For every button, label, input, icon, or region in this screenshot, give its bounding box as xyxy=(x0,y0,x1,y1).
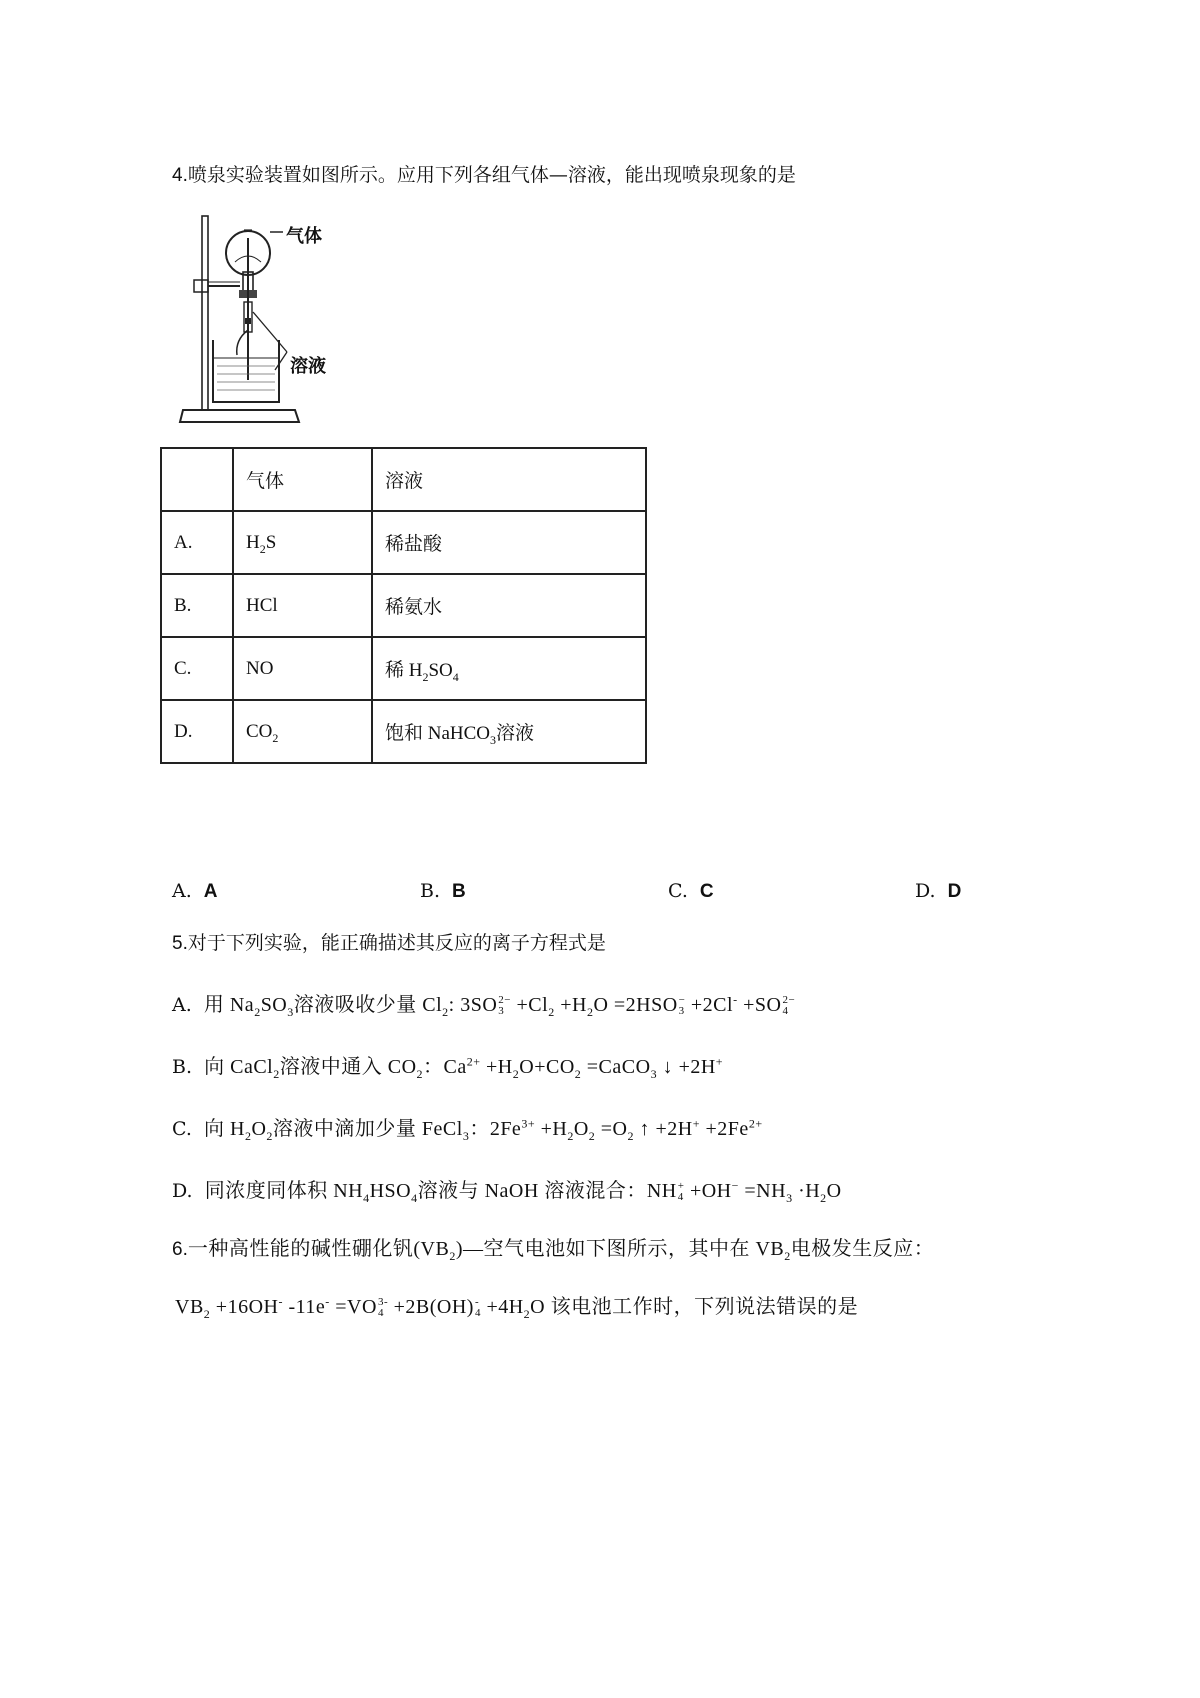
option-a[interactable]: A. A xyxy=(172,880,218,902)
figure-label-solution: 溶液 xyxy=(290,356,326,377)
row-letter: B. xyxy=(161,574,233,637)
question-text: 一种高性能的碱性硼化钒$(VB_2)—$空气电池如下图所示，其中在 $VB_2$电极发生反应： xyxy=(187,1238,935,1263)
question-number: 6. xyxy=(172,1239,188,1260)
table-row xyxy=(161,511,646,574)
row-solution: 稀 $H_2SO_4$ xyxy=(372,637,646,700)
row-gas: NO xyxy=(233,637,372,700)
option-b[interactable]: B. B xyxy=(420,880,466,902)
q5-option-d[interactable]: D. 同浓度同体积 $NH_4HSO_4$溶液与 NaOH 溶液混合：NH + 4 $+OH^- =NH_3 \cdot H_2O$ xyxy=(172,1178,842,1205)
row-gas: $H_2S$ xyxy=(233,511,372,574)
q5-option-b[interactable]: B. 向 CaCl$_2$溶液中通入 $CO_2$：$Ca^{2+} +H_2O+CO_2$ =CaCO$_3$ ↓ +2H+ xyxy=(172,1054,724,1081)
row-gas: HCl xyxy=(233,574,372,637)
row-letter: C. xyxy=(161,637,233,700)
question-number: 5. xyxy=(172,933,188,954)
row-letter: A. xyxy=(161,511,233,574)
question-5-stem xyxy=(172,928,606,955)
question-4-stem xyxy=(172,160,796,187)
question-number: 4. xyxy=(172,165,188,186)
question-6-stem xyxy=(172,1232,934,1261)
table-header-row xyxy=(161,448,646,511)
table-row xyxy=(161,700,646,763)
option-c[interactable]: C. C xyxy=(668,880,714,902)
row-solution: 稀盐酸 xyxy=(372,511,646,574)
table-header-gas: 气体 xyxy=(233,448,372,511)
table-row xyxy=(161,637,646,700)
row-solution: 饱和 NaHCO$_3$溶液 xyxy=(372,700,646,763)
table-header-solution: 溶液 xyxy=(372,448,646,511)
q5-option-c[interactable]: C. 向 $H_2O_2$溶液中滴加少量 FeCl$_3$：$2Fe^{3+} +H_2O_2 =O_2$ ↑ $+2H^+ +2Fe^{2+}$ xyxy=(172,1116,763,1143)
question-text: 喷泉实验装置如图所示。应用下列各组气体—溶液，能出现喷泉现象的是 xyxy=(187,164,796,186)
gas-solution-table xyxy=(160,447,647,764)
q5-option-a[interactable]: A. 用 $Na_2SO_3$溶液吸收少量 $Cl_2$: 3SO 2− 3 $+Cl_2 +H_2O =2HSO$ − 3 +2Cl- +SO 2− 4 xyxy=(172,992,796,1019)
question-text: 对于下列实验，能正确描述其反应的离子方程式是 xyxy=(187,932,606,954)
row-solution: 稀氨水 xyxy=(372,574,646,637)
option-d[interactable]: D. D xyxy=(915,880,962,902)
figure-label-gas: 气体 xyxy=(286,226,322,247)
table-cell xyxy=(161,448,233,511)
question-6-equation: $VB_2 +16OH^-$ -11e- =VO 3- 4 +2B(OH) - 4 $+4H_2O$ 该电池工作时，下列说法错误的是 xyxy=(175,1294,859,1321)
row-gas: $CO_2$ xyxy=(233,700,372,763)
table-row xyxy=(161,574,646,637)
row-letter: D. xyxy=(161,700,233,763)
